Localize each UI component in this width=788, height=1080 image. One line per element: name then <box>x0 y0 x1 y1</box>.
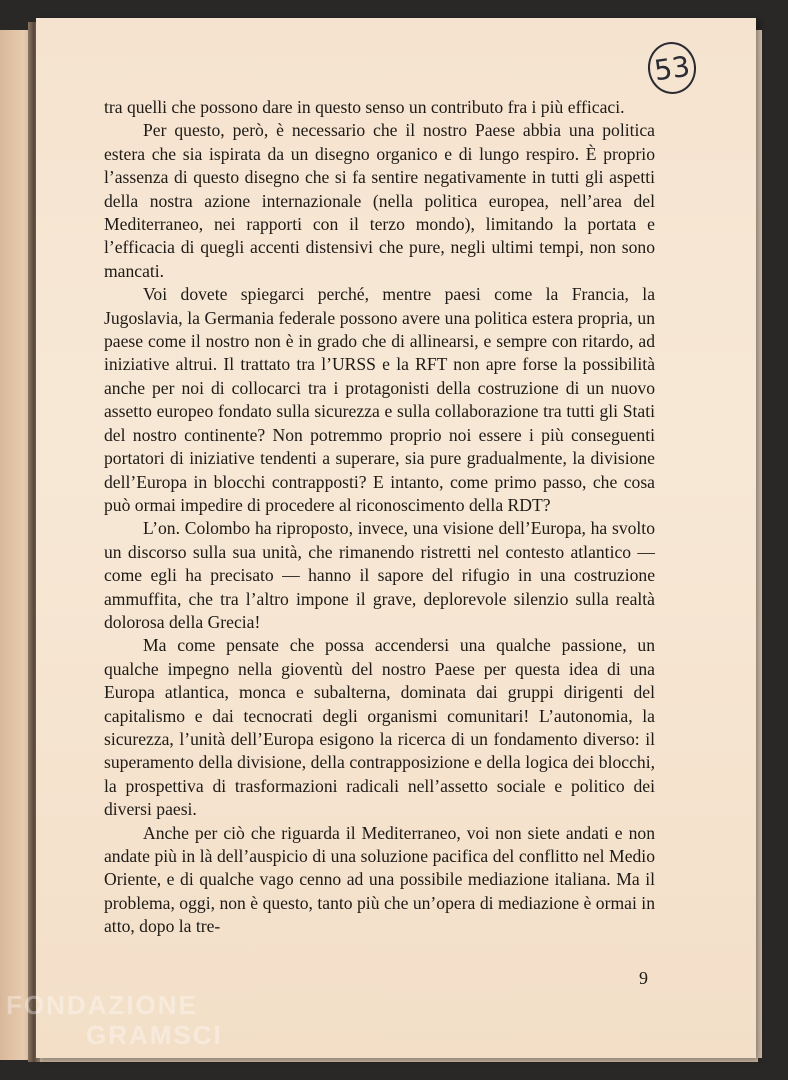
page-number: 9 <box>639 968 648 988</box>
paragraph-2: Per questo, però, è necessario che il nostro Paese abbia una politica estera che sia ispirata da un disegno organico e di lungo respiro. È proprio l’assenza di questo disegno che si fa sentire negativamente in tutti gli aspetti della nostra azione internazionale (nella politica europea, nell’area del Mediterraneo, nei rapporti con il terzo mondo), limitando la portata e l’efficacia di quegli accenti distensivi che pure, negli ultimi tempi, non sono mancati. <box>104 120 655 281</box>
paragraph-1: tra quelli che possono dare in questo senso un contributo fra i più efficaci. <box>104 97 625 117</box>
stamp-number: 53 <box>652 49 692 87</box>
paragraph-6: Anche per ciò che riguarda il Mediterraneo, voi non siete andati e non andate più in là dell’auspicio di una soluzione pacifica del conflitto nel Medio Oriente, e di qualche vago cenno ad una possibile mediazione italiana. Ma il problema, oggi, non è questo, tanto più che un’opera di mediazione è ormai in atto, dopo la tre- <box>104 822 655 937</box>
paragraph-3: Voi dovete spiegarci perché, mentre paesi come la Francia, la Jugoslavia, la Germania federale possono avere una politica estera propria, un paese come il nostro non è in grado che di allinearsi, e sempre con ritardo, ad iniziative altrui. Il trattato tra l’URSS e la RFT non apre forse la possibilità anche per noi di collocarci tra i protagonisti della costruzione di un nuovo assetto europeo fondato sulla sicurezza e sulla collaborazione tra tutti gli Stati del nostro continente? Non potremmo proprio noi essere i più conseguenti portatori di iniziative tendenti a superare, sia pure gradualmente, la divisione dell’Europa in blocchi contrapposti? E intanto, come primo passo, che cosa può ormai impedire di procedere al riconoscimento della RDT? <box>104 284 655 515</box>
page-text <box>104 96 655 939</box>
archive-watermark <box>6 990 223 1050</box>
paragraph-5: Ma come pensate che possa accendersi una qualche passione, un qualche impegno nella gioventù del nostro Paese per questa idea di una Europa atlantica, monca e subalterna, dominata dai gruppi dirigenti del capitalismo e dai tecnocrati degli organismi comunitari! L’autonomia, la sicurezza, l’unità dell’Europa esigono la ricerca di un fondamento diverso: il superamento della divisione, della contrapposizione e della logica dei blocchi, la prospettiva di trasformazioni radicali nell’assetto sociale e politico dei diversi paesi. <box>104 635 655 820</box>
paragraph-4: L’on. Colombo ha riproposto, invece, una visione dell’Europa, ha svolto un discorso sulla sua unità, che rimanendo ristretti nel contesto atlantico — come egli ha precisato — hanno il sapore del rifugio in una costruzione ammuffita, che tra l’altro impone il grave, deplorevole silenzio sulla realtà dolorosa della Grecia! <box>104 518 655 632</box>
watermark-line-1: FONDAZIONE <box>6 990 198 1020</box>
watermark-line-2: GRAMSCI <box>86 1020 223 1050</box>
